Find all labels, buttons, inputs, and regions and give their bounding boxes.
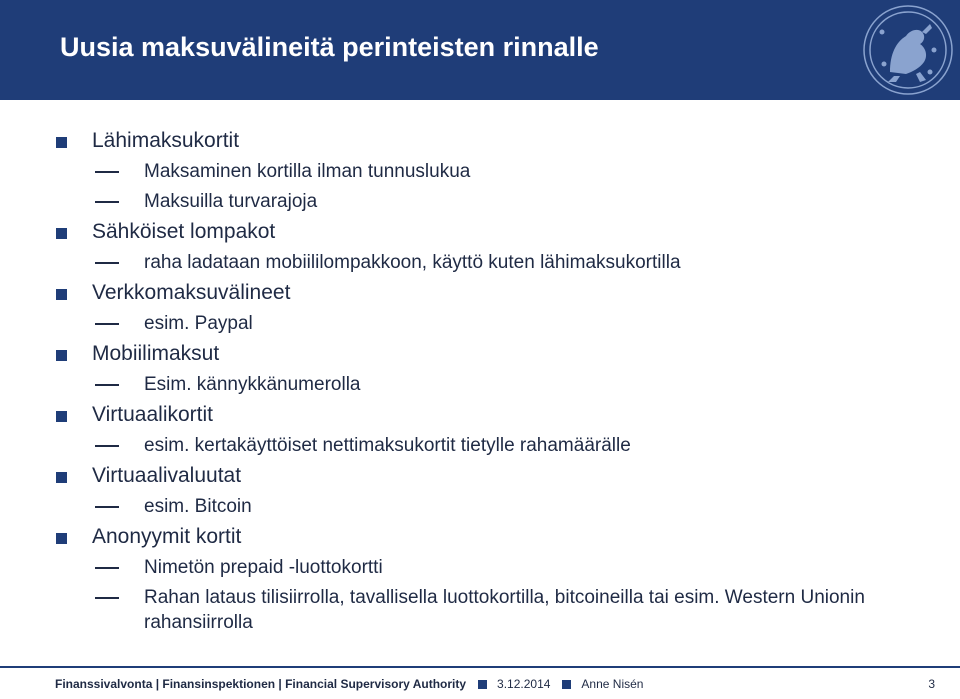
dash-bullet-icon [95,567,119,569]
square-bullet-icon [56,350,67,361]
square-bullet-icon [478,680,487,689]
sub-bullet-text: Maksuilla turvarajoja [144,191,318,212]
bullet-label: Verkkomaksuvälineet [92,281,291,304]
sub-bullet-text: Rahan lataus tilisiirrolla, tavallisella luottokortilla, bitcoineilla tai esim. Western Unionin rahansiirrolla [144,587,865,633]
dash-bullet-icon [95,171,119,173]
square-bullet-icon [56,289,67,300]
sub-bullet-item [55,585,939,635]
bullet-label: Mobiilimaksut [92,342,220,365]
sub-bullet-item [55,189,939,214]
sub-bullet-item [55,494,939,519]
square-bullet-icon [56,472,67,483]
slide-title: Uusia maksuvälineitä perinteisten rinnalle [60,32,599,62]
bullet-item [55,280,945,306]
sub-bullet-item [55,250,939,275]
sub-bullet-item [55,159,939,184]
bullet-item [55,402,945,428]
bullet-label: Anonyymit kortit [92,525,242,548]
dash-bullet-icon [95,262,119,264]
finnish-lion-emblem-icon [860,2,956,98]
slide-footer [55,677,935,691]
bullet-item [55,463,945,489]
slide-header [0,0,960,100]
sub-bullet-text: esim. Paypal [144,313,253,334]
sub-bullet-item [55,555,939,580]
square-bullet-icon [56,228,67,239]
footer-organization: Finanssivalvonta | Finansinspektionen | Financial Supervisory Authority [55,677,467,691]
dash-bullet-icon [95,201,119,203]
sub-bullet-text: esim. Bitcoin [144,496,252,517]
bullet-list [55,128,945,635]
sub-bullet-text: Maksaminen kortilla ilman tunnuslukua [144,161,471,182]
square-bullet-icon [562,680,571,689]
dash-bullet-icon [95,445,119,447]
square-bullet-icon [56,137,67,148]
sub-bullet-text: Esim. kännykkänumerolla [144,374,361,395]
sub-bullet-item [55,311,939,336]
bullet-item [55,524,945,550]
sub-bullet-text: Nimetön prepaid -luottokortti [144,557,383,578]
page-number: 3 [928,677,935,691]
bullet-label: Sähköiset lompakot [92,220,276,243]
dash-bullet-icon [95,506,119,508]
bullet-label: Virtuaalikortit [92,403,213,426]
sub-bullet-item [55,433,939,458]
bullet-item [55,341,945,367]
dash-bullet-icon [95,323,119,325]
footer-date: 3.12.2014 [497,677,551,691]
dash-bullet-icon [95,597,119,599]
footer-divider [0,666,960,668]
square-bullet-icon [56,411,67,422]
bullet-label: Lähimaksukortit [92,129,240,152]
bullet-item [55,219,945,245]
bullet-label: Virtuaalivaluutat [92,464,242,487]
square-bullet-icon [56,533,67,544]
dash-bullet-icon [95,384,119,386]
sub-bullet-text: esim. kertakäyttöiset nettimaksukortit tietylle rahamäärälle [144,435,631,456]
bullet-item [55,128,945,154]
footer-author: Anne Nisén [581,677,644,691]
sub-bullet-text: raha ladataan mobiililompakkoon, käyttö kuten lähimaksukortilla [144,252,681,273]
sub-bullet-item [55,372,939,397]
